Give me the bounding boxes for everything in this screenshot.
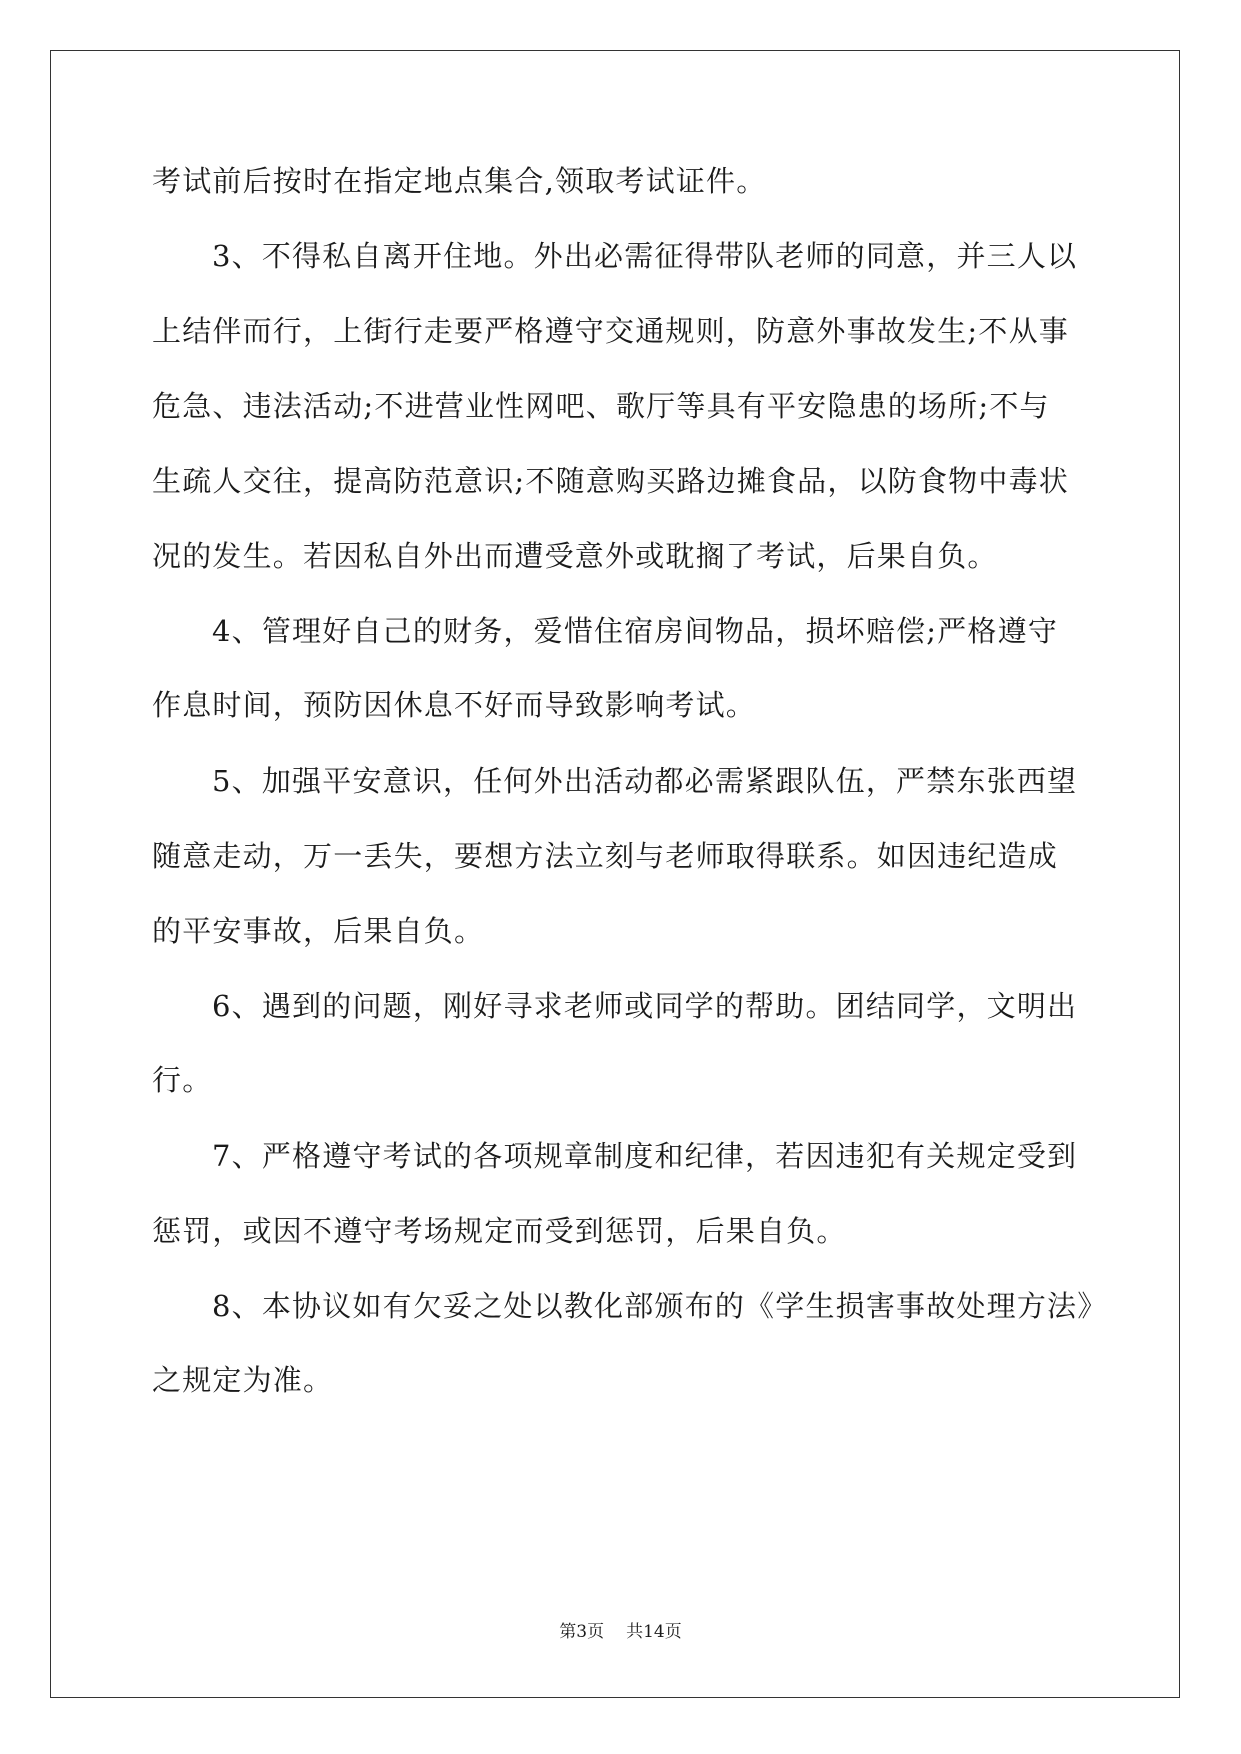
text-line: 行。 — [152, 1063, 213, 1097]
text-line: 危急、违法活动;不进营业性网吧、歌厅等具有平安隐患的场所;不与 — [152, 389, 1050, 423]
text-line: 考试前后按时在指定地点集合,领取考试证件。 — [152, 164, 767, 198]
text-line: 3、不得私自离开住地。外出必需征得带队老师的同意，并三人以 — [212, 239, 1078, 273]
text-line: 6、遇到的问题，刚好寻求老师或同学的帮助。团结同学，文明出 — [212, 989, 1078, 1023]
text-line: 上结伴而行，上街行走要严格遵守交通规则，防意外事故发生;不从事 — [152, 314, 1069, 348]
text-line: 惩罚，或因不遵守考场规定而受到惩罚，后果自负。 — [152, 1214, 847, 1248]
text-line: 的平安事故，后果自负。 — [152, 914, 485, 948]
text-line: 5、加强平安意识，任何外出活动都必需紧跟队伍，严禁东张西望 — [212, 764, 1078, 798]
text-line: 随意走动，万一丢失，要想方法立刻与老师取得联系。如因违纪造成 — [152, 839, 1059, 873]
text-line: 之规定为准。 — [152, 1363, 334, 1397]
page-footer — [0, 1620, 1241, 1644]
text-line: 8、本协议如有欠妥之处以教化部颁布的《学生损害事故处理方法》 — [212, 1289, 1108, 1323]
page-number: 第3页 — [559, 1622, 605, 1642]
text-line: 作息时间，预防因休息不好而导致影响考试。 — [152, 688, 757, 722]
page-total: 共14页 — [626, 1622, 682, 1642]
text-line: 7、严格遵守考试的各项规章制度和纪律，若因违犯有关规定受到 — [212, 1139, 1078, 1173]
text-line: 况的发生。若因私自外出而遭受意外或耽搁了考试，后果自负。 — [152, 539, 998, 573]
text-line: 4、管理好自己的财务，爱惜住宿房间物品，损坏赔偿;严格遵守 — [212, 614, 1059, 648]
text-line: 生疏人交往，提高防范意识;不随意购买路边摊食品，以防食物中毒状 — [152, 464, 1069, 498]
